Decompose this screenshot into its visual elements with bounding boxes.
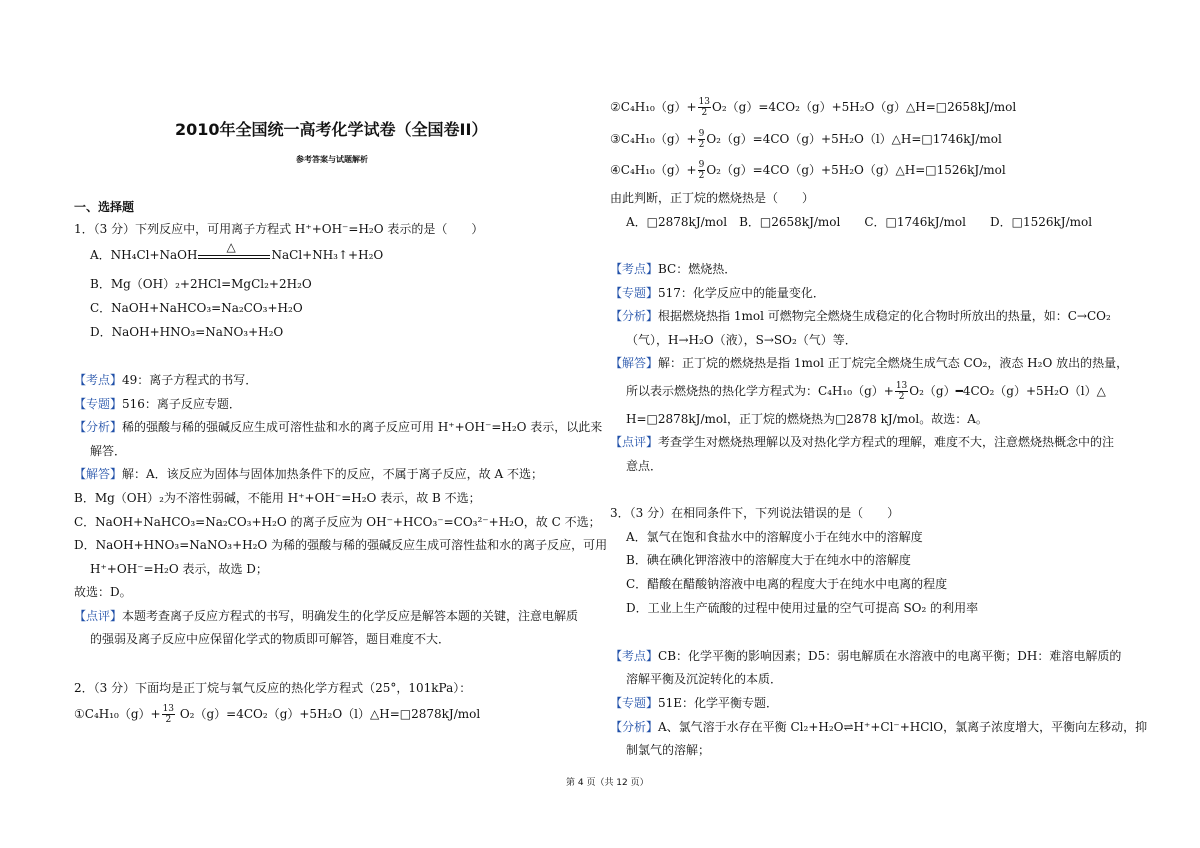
q3-fenxi: 【分析】A、氯气溶于水存在平衡 Cl₂+H₂O⇌H⁺+Cl⁻+HClO，氯离子浓度增大，平衡向左移动，抑 [610, 720, 1148, 734]
q1-kaodian: 【考点】49：离子方程式的书写． [74, 373, 258, 387]
q3-option-b: B．碘在碘化钾溶液中的溶解度大于在纯水中的溶解度 [626, 553, 911, 567]
section-heading: 一、选择题 [74, 200, 135, 214]
q3-stem: 3．（3 分）在相同条件下，下列说法错误的是（ ） [610, 506, 900, 520]
q3-kaodian-cont: 溶解平衡及沉淀转化的本质． [626, 672, 783, 686]
q2-equation-3: ③C₄H₁₀（g）+ $\frac{9}{2}$ O₂（g）=4CO（g）+5H₂O（l）△H=□1746kJ/mol [610, 129, 1002, 150]
fraction: $\frac{9}{2}$ [698, 160, 705, 181]
q2-options: A．□2878kJ/mol B．□2658kJ/mol C．□1746kJ/mol D．□1526kJ/mol [626, 215, 1093, 229]
q3-fenxi-cont: 制氯气的溶解； [626, 743, 711, 757]
q2-equation-1: ①C₄H₁₀（g）+ $\frac{13}{2}$ O₂（g）=4CO₂（g）+5H₂O（l）△H=□2878kJ/mol [74, 704, 481, 725]
q2-equation-4: ④C₄H₁₀（g）+ $\frac{9}{2}$ O₂（g）=4CO（g）+5H₂O（g）△H=□1526kJ/mol [610, 160, 1006, 181]
q1-stem: 1．（3 分）下列反应中，可用离子方程式 H⁺+OH⁻=H₂O 表示的是（ ） [74, 222, 484, 236]
q2-judge: 由此判断，正丁烷的燃烧热是（ ） [610, 191, 815, 205]
q2-stem: 2．（3 分）下面均是正丁烷与氧气反应的热化学方程式（25°，101kPa）： [74, 681, 472, 695]
q1-zhuanti: 【专题】516：离子反应专题． [74, 397, 241, 411]
q2-jieda: 【解答】解：正丁烷的燃烧热是指 1mol 正丁烷完全燃烧生成气态 CO₂，液态 H₂O 放出的热量， [610, 356, 1129, 370]
q3-option-d: D．工业上生产硫酸的过程中使用过量的空气可提高 SO₂ 的利用率 [626, 601, 979, 615]
q3-option-a: A．氯气在饱和食盐水中的溶解度小于在纯水中的溶解度 [626, 530, 923, 544]
q1-option-d: D．NaOH+HNO₃=NaNO₃+H₂O [90, 325, 284, 339]
q2-dianping-cont: 意点． [626, 459, 663, 473]
heat-arrow-icon: △ [198, 250, 270, 262]
q1-option-c: C．NaOH+NaHCO₃=Na₂CO₃+H₂O [90, 301, 303, 315]
q2-fenxi-cont: （气），H→H₂O（液），S→SO₂（气）等． [626, 333, 857, 347]
q2-zhuanti: 【专题】517：化学反应中的能量变化． [610, 286, 825, 300]
q1-jieda-b: B．Mg（OH）₂为不溶性弱碱，不能用 H⁺+OH⁻=H₂O 表示，故 B 不选； [74, 491, 481, 505]
q3-option-c: C．醋酸在醋酸钠溶液中电离的程度大于在纯水中电离的程度 [626, 577, 948, 591]
q1-option-b: B．Mg（OH）₂+2HCl=MgCl₂+2H₂O [90, 277, 312, 291]
page-subtitle: 参考答案与试题解析 [296, 155, 368, 164]
q1-dianping: 【点评】本题考查离子反应方程式的书写，明确发生的化学反应是解答本题的关键，注意电解质 [74, 609, 579, 623]
q1-jieda-d-cont: H⁺+OH⁻=H₂O 表示，故选 D； [90, 562, 268, 576]
q2-equation-2: ②C₄H₁₀（g）+ $\frac{13}{2}$ O₂（g）=4CO₂（g）+5H₂O（g）△H=□2658kJ/mol [610, 97, 1017, 118]
q1-fenxi-cont: 解答． [90, 444, 127, 458]
fraction: $\frac{13}{2}$ [698, 97, 711, 118]
q2-kaodian: 【考点】BC：燃烧热． [610, 262, 737, 276]
q1-jieda-d: D．NaOH+HNO₃=NaNO₃+H₂O 为稀的强酸与稀的强碱反应生成可溶性盐和水的离子反应，可用 [74, 538, 608, 552]
q1-answer: 故选：D。 [74, 585, 132, 599]
fraction: $\frac{13}{2}$ [895, 381, 908, 402]
q2-dianping: 【点评】考查学生对燃烧热理解以及对热化学方程式的理解，难度不大，注意燃烧热概念中的注 [610, 435, 1115, 449]
q3-zhuanti: 【专题】51E：化学平衡专题． [610, 696, 779, 710]
page-footer: 第 4 页（共 12 页） [566, 778, 649, 788]
fraction: $\frac{9}{2}$ [698, 129, 705, 150]
q1-dianping-cont: 的强弱及离子反应中应保留化学式的物质即可解答，题目难度不大． [90, 632, 451, 646]
q2-fenxi: 【分析】根据燃烧热指 1mol 可燃物完全燃烧生成稳定的化合物时所放出的热量，如：C→CO₂ [610, 309, 1111, 323]
q2-jieda-cont: H=□2878kJ/mol，正丁烷的燃烧热为□2878 kJ/mol。故选：A。 [626, 412, 988, 426]
q3-kaodian: 【考点】CB：化学平衡的影响因素；D5：弱电解质在水溶液中的电离平衡；DH：难溶电解质的 [610, 649, 1122, 663]
page-title: 2010年全国统一高考化学试卷（全国卷II） [175, 120, 488, 139]
q1-jieda-c: C．NaOH+NaHCO₃=Na₂CO₃+H₂O 的离子反应为 OH⁻+HCO₃⁻=CO₃²⁻+H₂O，故 C 不选； [74, 515, 601, 529]
q1-jieda: 【解答】解：A．该反应为固体与固体加热条件下的反应，不属于离子反应，故 A 不选； [74, 467, 543, 481]
fraction: $\frac{13}{2}$ [162, 704, 175, 725]
q1-option-a: A．NH₄Cl+NaOH △ NaCl+NH₃↑+H₂O [90, 239, 384, 262]
q2-jieda-equation: 所以表示燃烧热的热化学方程式为：C₄H₁₀（g）+ $\frac{13}{2}$ O₂（g）━4CO₂（g）+5H₂O（l）△ [626, 381, 1106, 402]
q1-fenxi: 【分析】稀的强酸与稀的强碱反应生成可溶性盐和水的离子反应可用 H⁺+OH⁻=H₂O 表示，以此来 [74, 420, 603, 434]
